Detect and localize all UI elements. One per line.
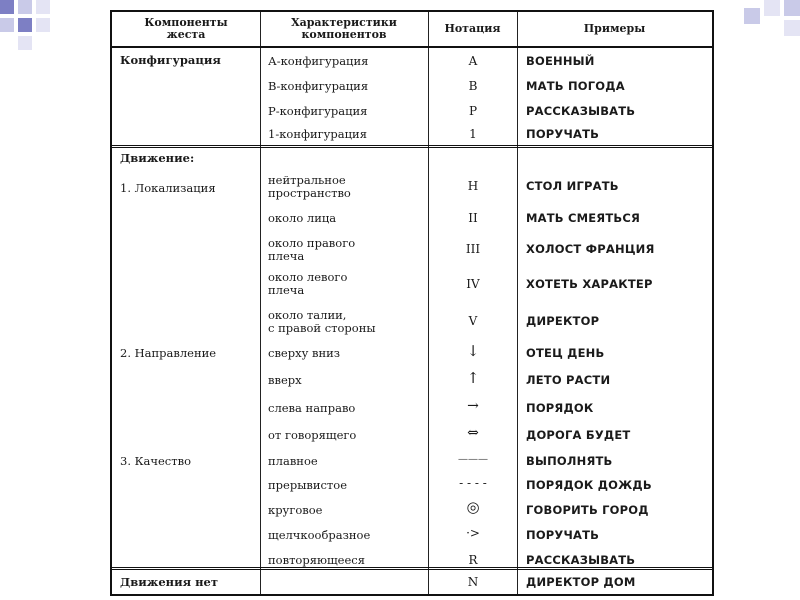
section-movement: Движение:: [120, 151, 195, 165]
characteristic-cell: Р-конфигурация: [268, 104, 368, 118]
example-cell: МАТЬ ПОГОДА: [526, 79, 625, 93]
characteristic-cell: от говорящего: [268, 428, 357, 442]
characteristic-cell: сверху вниз: [268, 346, 341, 360]
characteristic-cell: щелчкообразное: [268, 528, 371, 542]
column-divider: [517, 12, 518, 594]
arrow-right-icon: →: [467, 398, 479, 414]
column-divider: [260, 12, 261, 594]
example-cell: ДИРЕКТОР ДОМ: [526, 575, 636, 589]
notation-cell: II: [468, 211, 478, 225]
decorative-squares-right: [710, 0, 800, 40]
example-cell: ПОРУЧАТЬ: [526, 127, 600, 141]
example-cell: ПОРУЧАТЬ: [526, 528, 600, 542]
example-cell: ДОРОГА БУДЕТ: [526, 428, 631, 442]
decorative-squares-left: [0, 0, 60, 60]
column-divider: [428, 12, 429, 594]
arrow-up-icon: ↑: [466, 369, 480, 387]
circle-icon: ◎: [466, 498, 480, 516]
notation-cell: IV: [466, 277, 480, 291]
characteristic-cell: прерывистое: [268, 478, 348, 492]
characteristic-cell-line1: нейтральное: [268, 173, 346, 187]
example-cell: ВОЕННЫЙ: [526, 54, 595, 68]
characteristic-cell: около лица: [268, 211, 337, 225]
characteristic-cell-line2: пространство: [268, 186, 351, 200]
section-no-movement: Движения нет: [120, 575, 218, 589]
notation-cell: N: [467, 575, 479, 589]
arrow-down-icon: ↓: [466, 342, 480, 360]
header-notation: Нотация: [444, 22, 501, 35]
solid-line-icon: ———: [458, 454, 488, 465]
example-cell: ГОВОРИТЬ ГОРОД: [526, 503, 649, 517]
characteristic-cell: круговое: [268, 503, 323, 517]
example-cell: ДИРЕКТОР: [526, 314, 600, 328]
notation-cell: R: [468, 553, 478, 567]
example-cell: СТОЛ ИГРАТЬ: [526, 179, 619, 193]
header-rule: [112, 46, 712, 48]
example-cell: ПОРЯДОК: [526, 401, 594, 415]
characteristic-cell: слева направо: [268, 401, 356, 415]
example-cell: МАТЬ СМЕЯТЬСЯ: [526, 211, 641, 225]
header-components: Компоненты жеста: [144, 16, 228, 41]
section-rule: [112, 145, 712, 148]
section-rule: [112, 567, 712, 570]
characteristic-cell-line2: плеча: [268, 283, 305, 297]
example-cell: РАССКАЗЫВАТЬ: [526, 104, 636, 118]
notation-cell: 1: [469, 127, 477, 141]
gesture-components-table: [110, 10, 714, 596]
dashed-line-icon: - - - -: [459, 476, 487, 490]
arrow-both-icon: ⇔: [467, 425, 479, 441]
characteristic-cell: повторяющееся: [268, 553, 365, 567]
example-cell: ПОРЯДОК ДОЖДЬ: [526, 478, 652, 492]
characteristic-cell-line1: около левого: [268, 270, 348, 284]
characteristic-cell: вверх: [268, 373, 302, 387]
section-quality: 3. Качество: [120, 454, 191, 468]
notation-cell: P: [468, 104, 478, 118]
notation-cell: A: [468, 54, 478, 68]
example-cell: ХОТЕТЬ ХАРАКТЕР: [526, 277, 653, 291]
notation-cell: B: [468, 79, 478, 93]
characteristic-cell: плавное: [268, 454, 318, 468]
characteristic-cell-line2: плеча: [268, 249, 305, 263]
characteristic-cell-line1: около талии,: [268, 308, 347, 322]
section-direction: 2. Направление: [120, 346, 217, 360]
characteristic-cell: В-конфигурация: [268, 79, 369, 93]
example-cell: РАССКАЗЫВАТЬ: [526, 553, 636, 567]
characteristic-cell: 1-конфигурация: [268, 127, 367, 141]
section-configuration: Конфигурация: [120, 53, 221, 67]
section-localization: 1. Локализация: [120, 181, 216, 195]
notation-cell: Н: [467, 179, 479, 193]
snap-icon: ·>: [466, 526, 480, 540]
header-examples: Примеры: [583, 22, 646, 35]
characteristic-cell-line1: около правого: [268, 236, 356, 250]
example-cell: ВЫПОЛНЯТЬ: [526, 454, 613, 468]
characteristic-cell: А-конфигурация: [268, 54, 369, 68]
header-characteristics: Характеристики компонентов: [291, 16, 397, 41]
example-cell: ХОЛОСТ ФРАНЦИЯ: [526, 242, 655, 256]
notation-cell: V: [468, 314, 478, 328]
characteristic-cell-line2: с правой стороны: [268, 321, 376, 335]
notation-cell: III: [465, 242, 481, 256]
example-cell: ЛЕТО РАСТИ: [526, 373, 611, 387]
example-cell: ОТЕЦ ДЕНЬ: [526, 346, 605, 360]
